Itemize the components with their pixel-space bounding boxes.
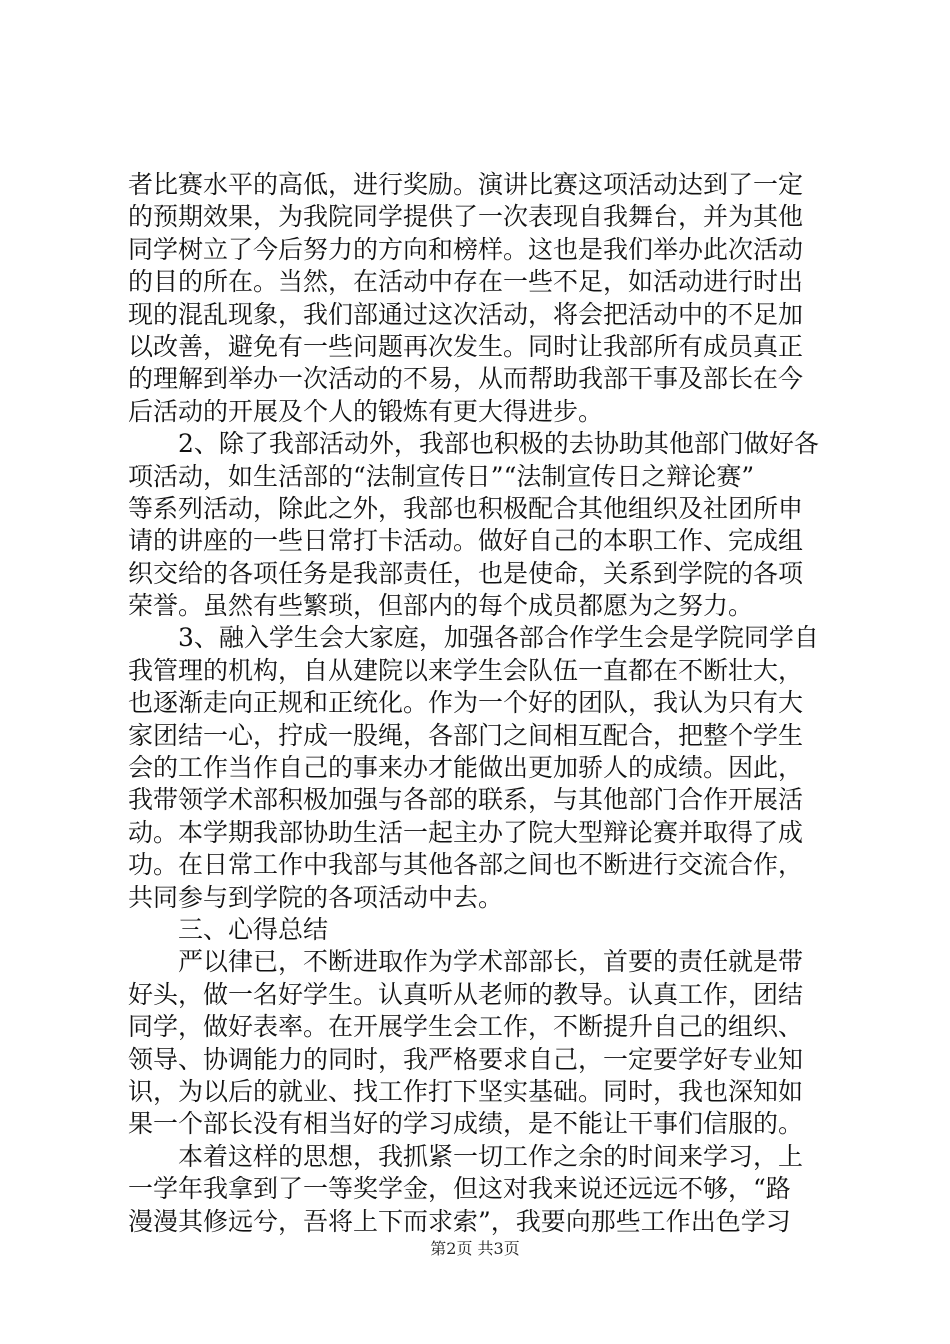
text-line: 功。在日常工作中我部与其他各部之间也不断进行交流合作， xyxy=(128,850,804,880)
text-line: 荣誉。虽然有些繁琐，但部内的每个成员都愿为之努力。 xyxy=(128,591,754,621)
text-line: 现的混乱现象，我们部通过这次活动，将会把活动中的不足加 xyxy=(128,299,804,329)
text-line: 果一个部长没有相当好的学习成绩，是不能让干事们信服的。 xyxy=(128,1109,804,1139)
text-line: 的目的所在。当然，在活动中存在一些不足，如活动进行时出 xyxy=(128,267,804,297)
text-line: 织交给的各项任务是我部责任，也是使命，关系到学院的各项 xyxy=(128,558,804,588)
text-line: 动。本学期我部协助生活一起主办了院大型辩论赛并取得了成 xyxy=(128,817,804,847)
text-line: 同学树立了今后努力的方向和榜样。这也是我们举办此次活动 xyxy=(128,234,804,264)
text-line: 同学，做好表率。在开展学生会工作，不断提升自己的组织、 xyxy=(128,1012,804,1042)
text-line: 等系列活动，除此之外，我部也积极配合其他组织及社团所申 xyxy=(128,493,804,523)
document-body xyxy=(128,169,828,1238)
text-line: 家团结一心，拧成一股绳，各部门之间相互配合，把整个学生 xyxy=(128,720,804,750)
text-line: 一学年我拿到了一等奖学金，但这对我来说还远远不够，“路 xyxy=(128,1174,791,1204)
text-line: 我管理的机构，自从建院以来学生会队伍一直都在不断壮大， xyxy=(128,655,804,685)
text-line: 也逐渐走向正规和正统化。作为一个好的团队，我认为只有大 xyxy=(128,688,804,718)
text-line: 会的工作当作自己的事来办才能做出更加骄人的成绩。因此， xyxy=(128,753,804,783)
text-line: 请的讲座的一些日常打卡活动。做好自己的本职工作、完成组 xyxy=(128,526,804,556)
text-line: 后活动的开展及个人的锻炼有更大得进步。 xyxy=(128,396,604,426)
text-line: 以改善，避免有一些问题再次发生。同时让我部所有成员真正 xyxy=(128,331,804,361)
text-line: 识，为以后的就业、找工作打下坚实基础。同时，我也深知如 xyxy=(128,1076,804,1106)
section-heading: 三、心得总结 xyxy=(128,914,329,944)
text-line: 领导、协调能力的同时，我严格要求自己，一定要学好专业知 xyxy=(128,1044,804,1074)
text-line: 共同参与到学院的各项活动中去。 xyxy=(128,882,504,912)
text-line: 者比赛水平的高低，进行奖励。演讲比赛这项活动达到了一定 xyxy=(128,170,804,199)
text-line: 的预期效果，为我院同学提供了一次表现自我舞台，并为其他 xyxy=(128,202,804,232)
page-number-footer: 第2页 共3页 xyxy=(430,1239,520,1258)
text-line: 本着这样的思想，我抓紧一切工作之余的时间来学习，上 xyxy=(128,1141,804,1171)
text-line: 漫漫其修远兮，吾将上下而求索”，我要向那些工作出色学习 xyxy=(128,1206,791,1236)
text-line: 3、融入学生会大家庭，加强各部合作学生会是学院同学自 xyxy=(128,623,819,653)
text-line: 项活动，如生活部的“法制宣传日”“法制宣传日之辩论赛” xyxy=(128,461,755,491)
text-line: 好头，做一名好学生。认真听从老师的教导。认真工作，团结 xyxy=(128,979,804,1009)
text-line: 我带领学术部积极加强与各部的联系，与其他部门合作开展活 xyxy=(128,785,804,815)
text-line: 严以律已，不断进取作为学术部部长，首要的责任就是带 xyxy=(128,947,804,977)
text-line: 2、除了我部活动外，我部也积极的去协助其他部门做好各 xyxy=(128,429,819,459)
text-line: 的理解到举办一次活动的不易，从而帮助我部干事及部长在今 xyxy=(128,364,804,394)
